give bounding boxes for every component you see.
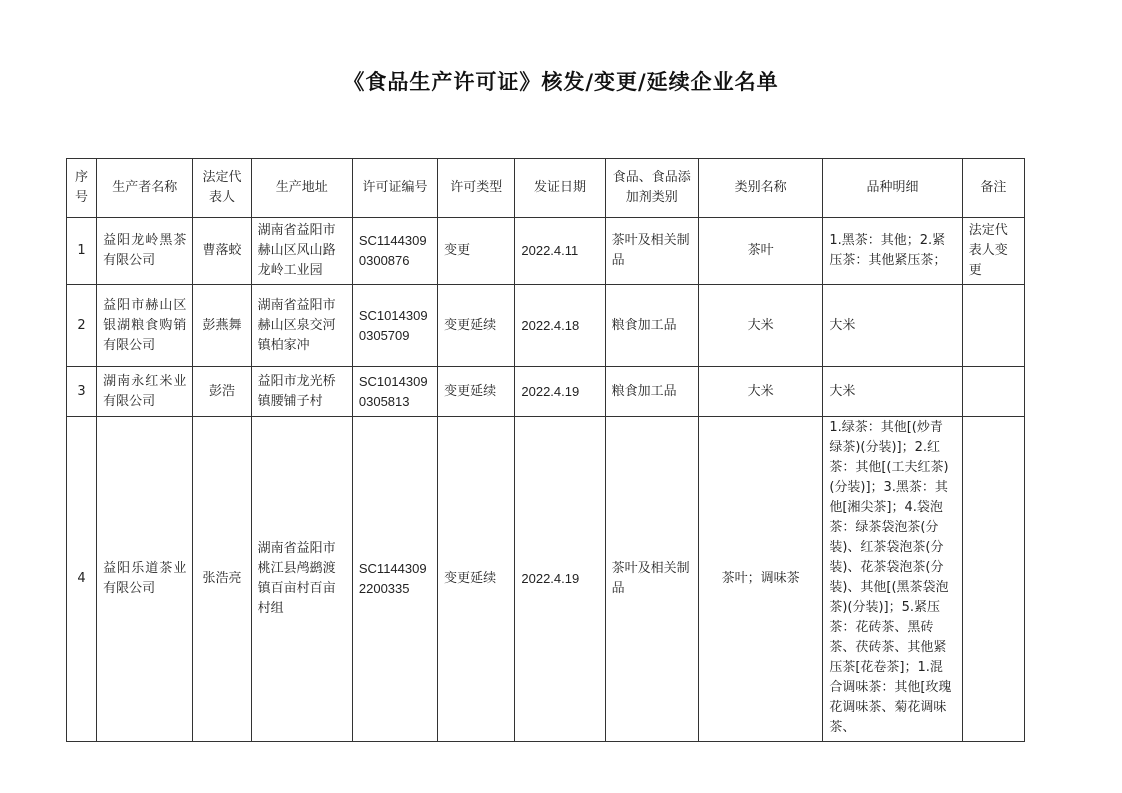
cell-seq: 2 (67, 285, 97, 367)
header-food-category: 食品、食品添加剂类别 (605, 159, 698, 218)
cell-remark (962, 367, 1024, 417)
header-license-no: 许可证编号 (352, 159, 437, 218)
cell-category-name: 茶叶；调味茶 (698, 417, 822, 742)
cell-license-type: 变更延续 (438, 417, 515, 742)
table-row (67, 218, 1025, 285)
cell-variety: 1.绿茶：其他[(炒青绿茶)(分装)]；2.红茶：其他[(工夫红茶)(分装)]；3.黑茶：其他[湘尖茶]；4.袋泡茶：绿茶袋泡茶(分装)、红茶袋泡茶(分装)、花茶袋泡茶(分装)、其他[(黑茶袋泡茶)(分装)]；5.紧压茶：花砖茶、黑砖茶、茯砖茶、其他紧压茶[花卷茶]；1.混合调味茶：其他[玫瑰花调味茶、菊花调味茶、 (823, 417, 962, 742)
cell-license-type: 变更 (438, 218, 515, 285)
cell-remark: 法定代表人变更 (962, 218, 1024, 285)
cell-license-no: SC11443092200335 (352, 417, 437, 742)
header-variety: 品种明细 (823, 159, 962, 218)
cell-food-category: 粮食加工品 (605, 367, 698, 417)
cell-remark (962, 285, 1024, 367)
header-remark: 备注 (962, 159, 1024, 218)
cell-rep: 曹落蛟 (193, 218, 251, 285)
cell-license-type: 变更延续 (438, 367, 515, 417)
cell-rep: 彭浩 (193, 367, 251, 417)
cell-producer: 益阳市赫山区银湖粮食购销有限公司 (97, 285, 193, 367)
cell-license-no: SC11443090300876 (352, 218, 437, 285)
header-category-name: 类别名称 (698, 159, 822, 218)
cell-food-category: 茶叶及相关制品 (605, 417, 698, 742)
header-producer: 生产者名称 (97, 159, 193, 218)
table-row (67, 285, 1025, 367)
header-seq: 序号 (67, 159, 97, 218)
cell-address: 湖南省益阳市赫山区风山路龙岭工业园 (251, 218, 352, 285)
cell-rep: 张浩亮 (193, 417, 251, 742)
cell-food-category: 粮食加工品 (605, 285, 698, 367)
page-title: 《食品生产许可证》核发/变更/延续企业名单 (343, 69, 779, 94)
cell-issue-date: 2022.4.18 (515, 285, 605, 367)
cell-issue-date: 2022.4.11 (515, 218, 605, 285)
cell-address: 湖南省益阳市赫山区泉交河镇柏家冲 (251, 285, 352, 367)
cell-address: 湖南省益阳市桃江县鸬鹚渡镇百亩村百亩村组 (251, 417, 352, 742)
cell-producer: 益阳龙岭黑茶有限公司 (97, 218, 193, 285)
cell-seq: 3 (67, 367, 97, 417)
cell-remark (962, 417, 1024, 742)
cell-variety: 1.黑茶：其他；2.紧压茶：其他紧压茶； (823, 218, 962, 285)
header-rep: 法定代表人 (193, 159, 251, 218)
cell-license-no: SC10143090305709 (352, 285, 437, 367)
license-table (66, 158, 1025, 742)
cell-variety: 大米 (823, 367, 962, 417)
cell-category-name: 茶叶 (698, 218, 822, 285)
cell-category-name: 大米 (698, 285, 822, 367)
cell-category-name: 大米 (698, 367, 822, 417)
cell-producer: 湖南永红米业有限公司 (97, 367, 193, 417)
header-row (67, 159, 1025, 218)
header-issue-date: 发证日期 (515, 159, 605, 218)
table-row (67, 417, 1025, 742)
header-address: 生产地址 (251, 159, 352, 218)
cell-seq: 1 (67, 218, 97, 285)
cell-variety: 大米 (823, 285, 962, 367)
cell-food-category: 茶叶及相关制品 (605, 218, 698, 285)
cell-producer: 益阳乐道茶业有限公司 (97, 417, 193, 742)
cell-issue-date: 2022.4.19 (515, 367, 605, 417)
header-license-type: 许可类型 (438, 159, 515, 218)
table-row (67, 367, 1025, 417)
cell-seq: 4 (67, 417, 97, 742)
cell-license-no: SC10143090305813 (352, 367, 437, 417)
cell-license-type: 变更延续 (438, 285, 515, 367)
cell-address: 益阳市龙光桥镇腰铺子村 (251, 367, 352, 417)
cell-rep: 彭燕舞 (193, 285, 251, 367)
cell-issue-date: 2022.4.19 (515, 417, 605, 742)
